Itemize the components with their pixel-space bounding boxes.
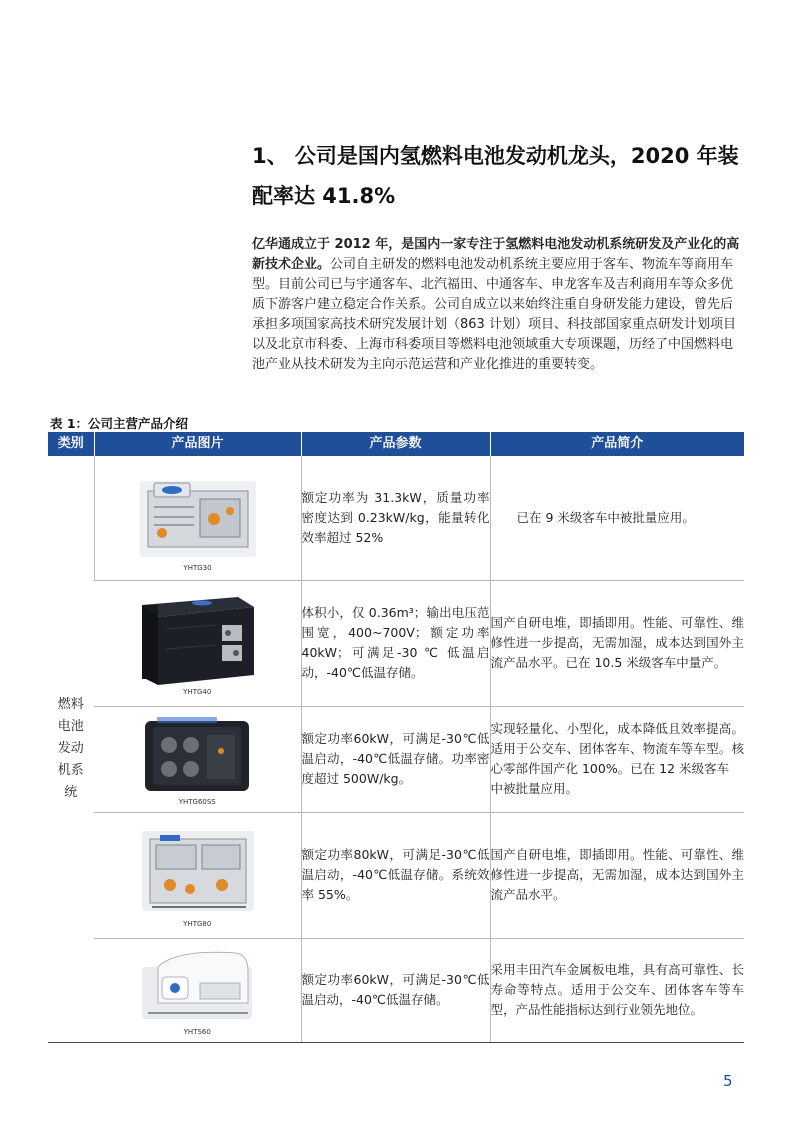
- intro-cell-line1: 实现轻量化、小型化，成本降低且效率提高。适用于公交车、团体客车、物流车等车型。核心零部件国产化 100%。已在 12 米级客车: [490, 721, 744, 776]
- intro-lead: 亿华通成立于 2012 年，是国内一家专注于氢燃料电池发动机系统研发及产业化的高新技术企业。: [252, 237, 740, 272]
- intro-cell: 国产自研电堆，即插即用。性能、可靠性、维修性进一步提高，无需加湿，成本达到国外主流产品水平。已在 10.5 米级客车中量产。: [490, 580, 744, 706]
- intro-cell-line2: 中被批量应用。: [490, 781, 579, 796]
- product-image-cell: [94, 580, 301, 706]
- table-header-row: [48, 432, 744, 456]
- yhtg30-product-image: [134, 463, 262, 563]
- header-category: 类别: [48, 432, 94, 456]
- params-cell: 额定功率60kW，可满足-30℃低温启动，-40℃低温存储。: [301, 938, 490, 1042]
- header-image: 产品图片: [94, 432, 301, 456]
- yhtg60ss-product-image: [137, 711, 257, 797]
- model-label: YHTG60SS: [178, 798, 216, 806]
- intro-body: 公司自主研发的燃料电池发动机系统主要应用于客车、物流车等商用车型。目前公司已与宇通客车、北汽福田、中通客车、申龙客车及吉利商用车等众多优质下游客户建立稳定合作关系。公司自成立以来始终注重自身研发能力建设，曾先后承担多项国家高技术研究发展计划（863 计划）项目、科技部国家重点研发计划项目以及北京市科委、上海市科委项目等燃料电池领域重大专项课题，历经了中国燃料电池产业从技术研发为主向示范运营和产业化推进的重要转变。: [252, 257, 736, 372]
- table-row: [48, 580, 744, 706]
- intro-paragraph: [252, 235, 740, 375]
- model-label: YHTG40: [183, 688, 212, 696]
- category-cell: 燃料电池发动机系统: [48, 456, 94, 1042]
- yhtg80-product-image: [132, 821, 262, 919]
- product-image-cell: [94, 812, 301, 938]
- table-title: 表 1：公司主营产品介绍: [50, 416, 189, 431]
- product-table: [48, 432, 744, 1043]
- params-cell: 额定功率60kW，可满足-30℃低温启动，-40℃低温存储。功率密度超过 500W/kg。: [301, 706, 490, 812]
- intro-cell: 已在 9 米级客车中被批量应用。: [490, 456, 744, 580]
- intro-cell: 国产自研电堆，即插即用。性能、可靠性、维修性进一步提高，无需加湿，成本达到国外主流产品水平。: [490, 812, 744, 938]
- page-number: 5: [723, 1072, 733, 1090]
- header-intro: 产品简介: [490, 432, 744, 456]
- product-image-cell: [94, 938, 301, 1042]
- yhtg40-product-image: [132, 589, 262, 687]
- intro-cell: [490, 706, 744, 812]
- heading-line-1: 1、 公司是国内氢燃料电池发动机龙头，2020 年装: [252, 144, 739, 168]
- model-label: YHTG30: [183, 563, 212, 572]
- table-row: [48, 706, 744, 812]
- params-cell: 额定功率80kW，可满足-30℃低温启动，-40℃低温存储。系统效率 55%。: [301, 812, 490, 938]
- yhts60-product-image: [136, 943, 258, 1027]
- model-label: YHTS60: [183, 1028, 211, 1036]
- params-cell: 额定功率为 31.3kW，质量功率密度达到 0.23kW/kg，能量转化效率超过 52%: [301, 456, 490, 580]
- params-cell: 体积小，仅 0.36m³；输出电压范围宽，400~700V；额定功率40kW；可满足-30 ℃ 低温启动，-40℃低温存储。: [301, 580, 490, 706]
- table-row: [48, 938, 744, 1042]
- table-row: [48, 456, 744, 580]
- header-params: 产品参数: [301, 432, 490, 456]
- table-row: [48, 812, 744, 938]
- section-heading: [252, 136, 752, 216]
- model-label: YHTG80: [183, 920, 212, 928]
- product-image-cell: [94, 456, 301, 580]
- product-image-cell: [94, 706, 301, 812]
- heading-line-2: 配率达 41.8%: [252, 184, 396, 208]
- intro-cell: 采用丰田汽车金属板电堆，具有高可靠性、长寿命等特点。适用于公交车、团体客车等车型，产品性能指标达到行业领先地位。: [490, 938, 744, 1042]
